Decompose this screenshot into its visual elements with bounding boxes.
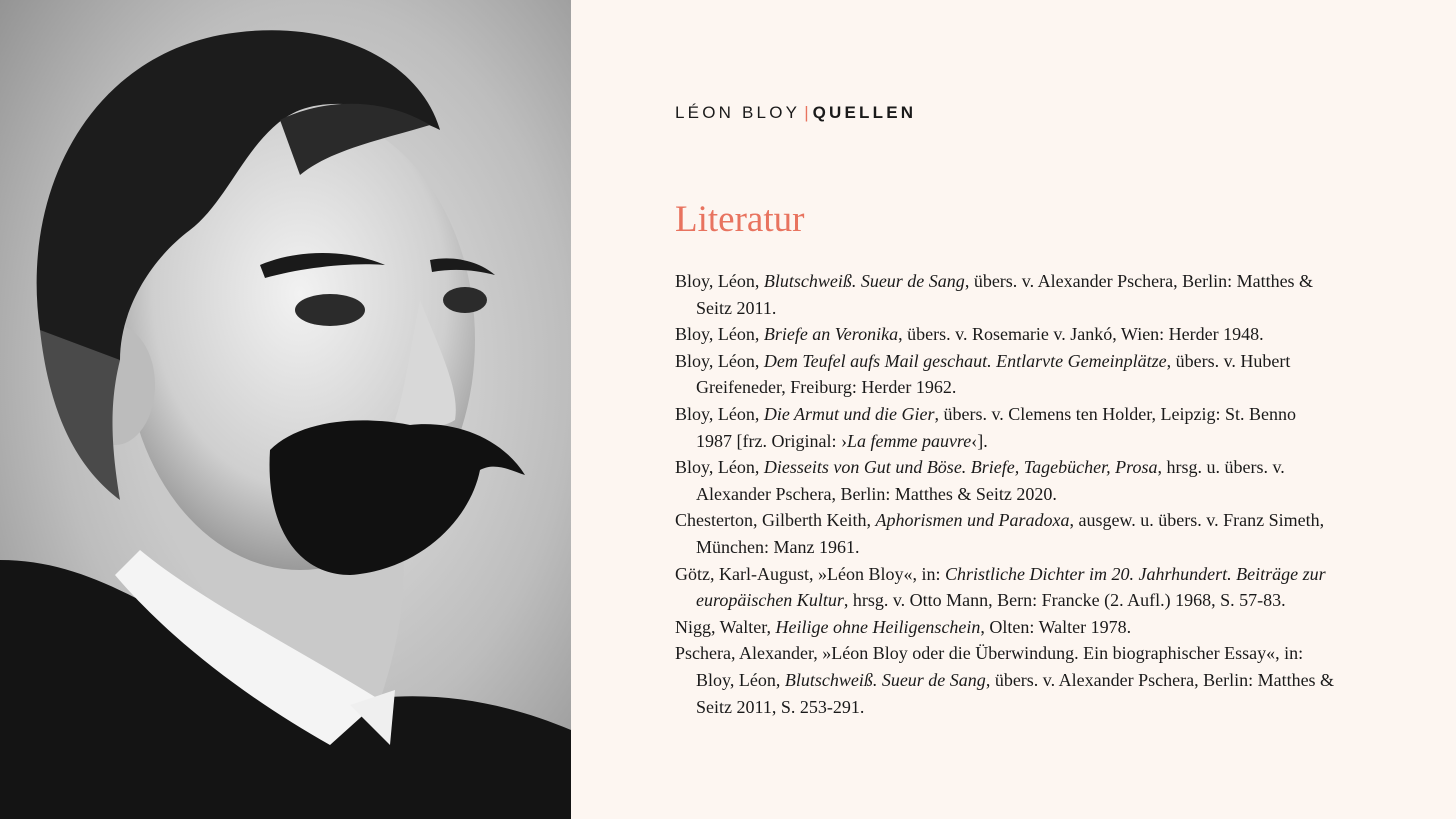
literature-heading: Literatur — [675, 199, 805, 240]
reference-list — [675, 268, 1335, 720]
reference-item: Pschera, Alexander, »Léon Bloy oder die Überwindung. Ein biographischer Essay«, in: Bloy, Léon, Blutschweiß. Sueur de Sang, übers. v. Alexander Pschera, Berlin: Matthes & Seitz 2011, S. 253-291. — [675, 643, 1335, 717]
reference-item: Nigg, Walter, Heilige ohne Heiligenschein, Olten: Walter 1978. — [675, 616, 1132, 637]
reference-item: Chesterton, Gilberth Keith, Aphorismen und Paradoxa, ausgew. u. übers. v. Franz Simeth, München: Manz 1961. — [675, 510, 1325, 557]
reference-item: Bloy, Léon, Die Armut und die Gier, übers. v. Clemens ten Holder, Leipzig: St. Benno 1987 [frz. Original: ›La femme pauvre‹]. — [675, 403, 1297, 451]
reference-item: Bloy, Léon, Diesseits von Gut und Böse. Briefe, Tagebücher, Prosa, hrsg. u. übers. v. Alexander Pschera, Berlin: Matthes & Seitz 2020. — [675, 457, 1285, 504]
portrait-photo — [0, 0, 571, 819]
reference-item: Bloy, Léon, Briefe an Veronika, übers. v. Rosemarie v. Jankó, Wien: Herder 1948. — [675, 324, 1264, 345]
reference-item: Bloy, Léon, Blutschweiß. Sueur de Sang, übers. v. Alexander Pschera, Berlin: Matthes & Seitz 2011. — [675, 271, 1314, 318]
header-author: LÉON BLOY — [675, 103, 801, 122]
reference-item: Bloy, Léon, Dem Teufel aufs Mail geschaut. Entlarvte Gemeinplätze, übers. v. Hubert Greifeneder, Freiburg: Herder 1962. — [675, 350, 1291, 398]
header-separator: | — [804, 103, 809, 122]
header-section: QUELLEN — [812, 103, 917, 122]
portrait-illustration — [0, 0, 571, 819]
reference-item: Götz, Karl-August, »Léon Bloy«, in: Christliche Dichter im 20. Jahrhundert. Beiträge zur europäischen Kultur, hrsg. v. Otto Mann, Bern: Francke (2. Aufl.) 1968, S. 57-83. — [675, 563, 1326, 611]
page-header — [675, 103, 916, 123]
